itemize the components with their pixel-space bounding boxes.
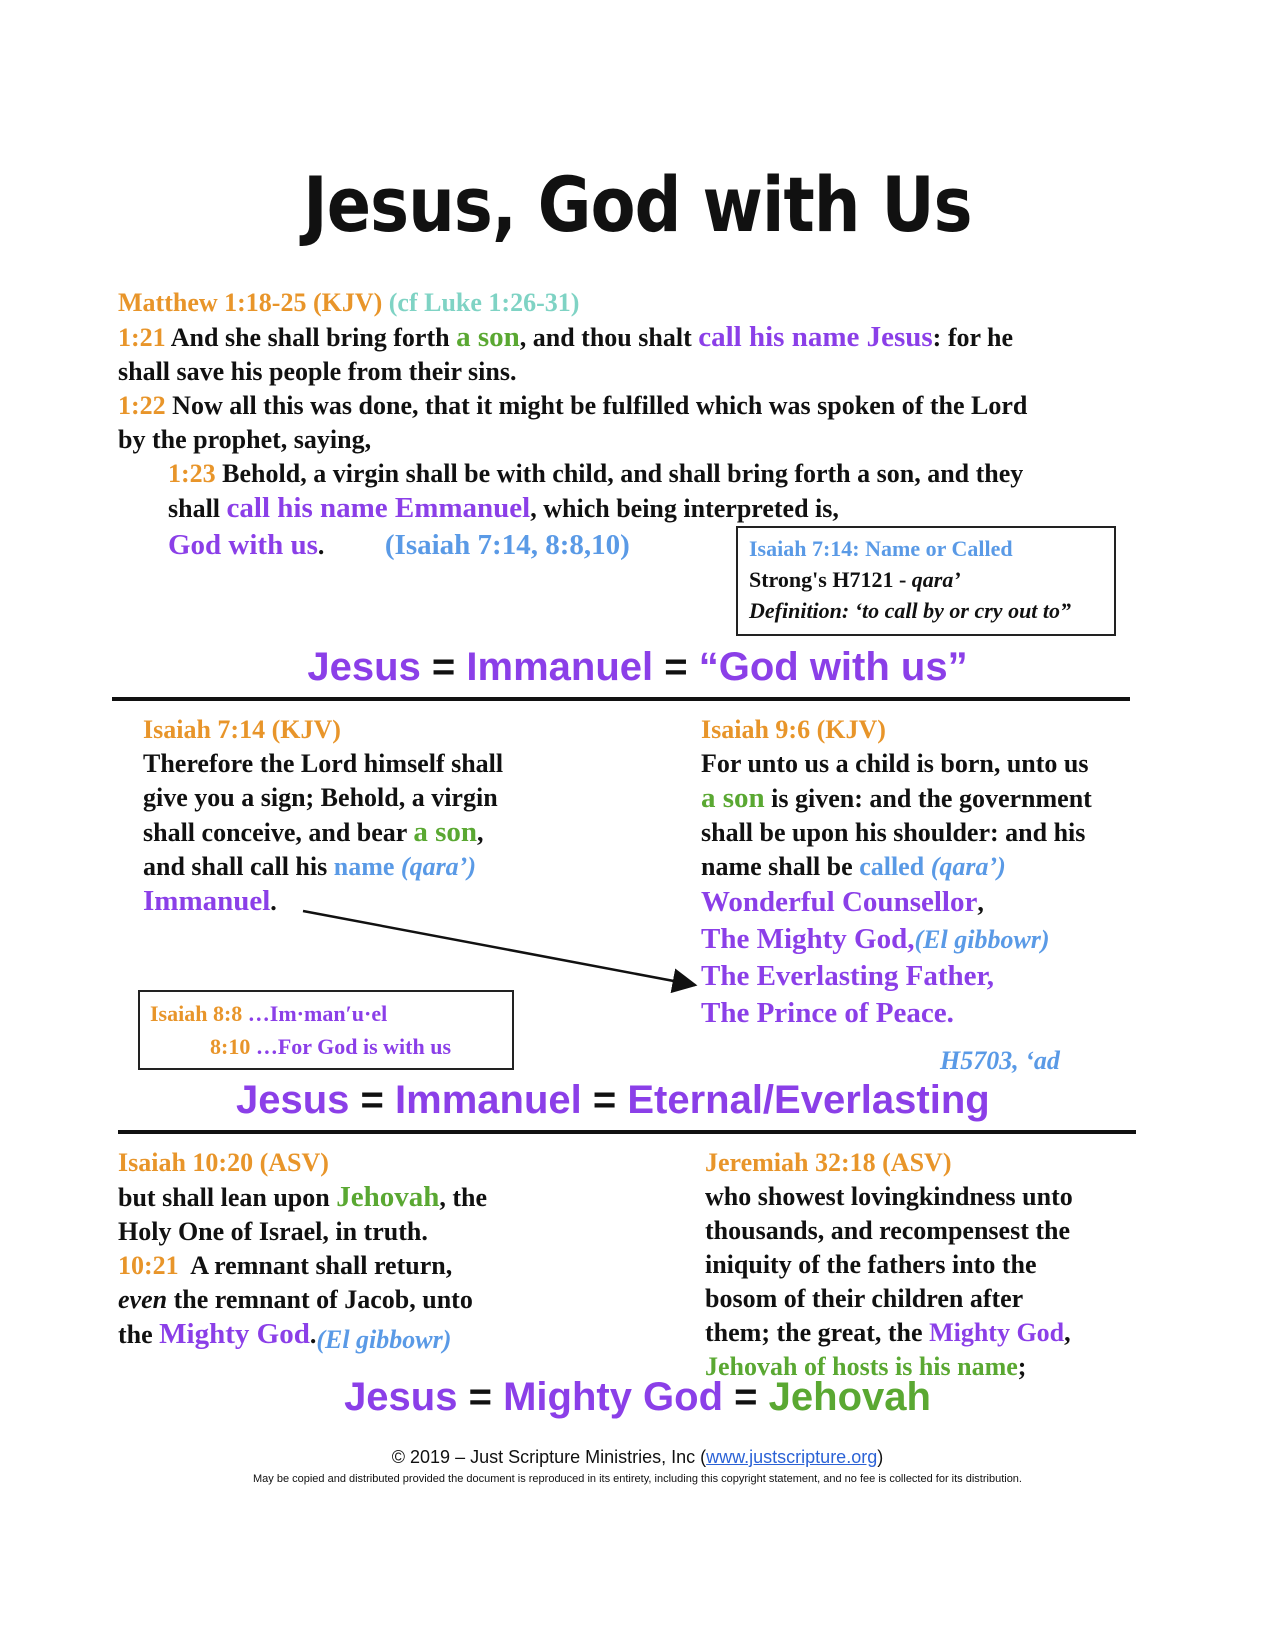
eq-sign: =: [349, 1078, 396, 1122]
verse-text: name shall be: [701, 852, 853, 881]
highlight-jehovah: Jehovah: [336, 1181, 440, 1213]
verse-text: thousands, and recompensest the: [705, 1216, 1071, 1245]
verse-text: but shall lean upon: [118, 1183, 330, 1212]
scripture-reference: Jeremiah 32:18 (ASV): [705, 1148, 952, 1177]
eq-sign: =: [420, 645, 467, 689]
name-mighty-god: The Mighty God: [701, 923, 908, 955]
eq-mighty-god: Mighty God: [503, 1375, 724, 1419]
verse-number: 10:21: [118, 1251, 179, 1280]
verse-text: shall: [168, 494, 221, 523]
period: .: [309, 1320, 317, 1349]
strongs-h5703-note: H5703, ‘ad: [940, 1046, 1060, 1075]
highlight-a-son: a son: [456, 321, 520, 353]
highlight-a-son: a son: [413, 816, 478, 848]
strongs-label: Strong's H7121 -: [749, 567, 912, 592]
comma: ,: [977, 888, 984, 917]
verse-text: And she shall bring forth: [170, 323, 450, 352]
verse-text: by the prophet, saying,: [118, 425, 372, 454]
verse-text: : for he: [932, 323, 1014, 352]
highlight-call-name-emmanuel: call his name Emmanuel: [226, 492, 531, 524]
verse-text: who showest lovingkindness unto: [705, 1182, 1073, 1211]
verse-text: shall save his people from their sins.: [118, 357, 517, 386]
qara-note: (qara’): [400, 852, 476, 881]
name-prince-of-peace: The Prince of Peace.: [701, 997, 954, 1029]
scripture-reference: Isaiah 9:6 (KJV): [701, 715, 886, 744]
highlight-mighty-god: Mighty God: [159, 1318, 310, 1350]
highlight-name: name: [333, 852, 395, 881]
highlight-a-son: a son: [701, 782, 765, 814]
eq-immanuel: Immanuel: [395, 1078, 582, 1122]
verse-number: 1:23: [168, 459, 216, 488]
box-heading: Isaiah 7:14: Name or Called: [749, 536, 1013, 561]
scripture-reference: Isaiah 7:14 (KJV): [143, 715, 341, 744]
scripture-reference: Isaiah 8:8: [150, 1001, 243, 1026]
immanuel-text: …Im·man′u·el: [247, 1001, 388, 1026]
eq-jesus: Jesus: [307, 645, 421, 689]
eq-immanuel: Immanuel: [466, 645, 654, 689]
luke-cross-reference: (cf Luke 1:26-31): [388, 288, 580, 317]
verse-text: the remnant of Jacob, unto: [173, 1285, 473, 1314]
period: .: [270, 887, 277, 916]
god-with-us: God with us: [168, 529, 318, 561]
verse-text: , the: [439, 1183, 488, 1212]
equation-mighty-god: [0, 1375, 1275, 1420]
verse-text: the: [118, 1320, 153, 1349]
jeremiah-32-18-section: [705, 1146, 1073, 1384]
definition-text: Definition: ‘to call by or cry out to”: [749, 598, 1072, 623]
isaiah-10-20-section: [118, 1146, 487, 1352]
name-wonderful-counsellor: Wonderful Counsellor: [701, 886, 978, 918]
verse-text: bosom of their children after: [705, 1284, 1024, 1313]
eq-sign: =: [457, 1375, 504, 1419]
verse-text: Therefore the Lord himself shall: [143, 749, 504, 778]
eq-jesus: Jesus: [344, 1375, 458, 1419]
eq-sign: =: [581, 1078, 628, 1122]
verse-text: , which being interpreted is,: [530, 494, 839, 523]
highlight-immanuel: Immanuel: [143, 885, 271, 917]
comma: ,: [1064, 1318, 1071, 1347]
copyright-text: © 2019 – Just Scripture Ministries, Inc (: [391, 1447, 707, 1467]
verse-text: ,: [477, 818, 484, 847]
verse-text: iniquity of the fathers into the: [705, 1250, 1037, 1279]
scripture-reference: Isaiah 10:20 (ASV): [118, 1148, 329, 1177]
verse-text: give you a sign; Behold, a virgin: [143, 783, 498, 812]
verse-number: 1:22: [118, 391, 166, 420]
eq-jesus: Jesus: [236, 1078, 350, 1122]
eq-sign: =: [723, 1375, 769, 1419]
website-link[interactable]: www.justscripture.org: [706, 1447, 878, 1467]
page-title: Jesus, God with Us: [303, 160, 972, 249]
el-gibbowr-note: (El gibbowr): [316, 1325, 452, 1354]
matthew-reference: Matthew 1:18-25 (KJV): [118, 288, 383, 317]
equation-eternal: [236, 1078, 990, 1123]
highlight-mighty-god: Mighty God: [929, 1318, 1065, 1347]
highlight-jehovah-of-hosts: Jehovah of hosts is his name: [705, 1352, 1018, 1381]
verse-text: For unto us a child is born, unto us: [701, 749, 1089, 778]
divider: [118, 1130, 1136, 1134]
verse-number: 1:21: [118, 323, 166, 352]
verse-text: , and thou shalt: [519, 323, 692, 352]
highlight-call-name-jesus: call his name Jesus: [698, 321, 933, 353]
eq-god-with-us: “God with us”: [698, 645, 968, 689]
isaiah-reference: (Isaiah 7:14, 8:8,10): [384, 529, 630, 561]
verse-text: shall conceive, and bear: [143, 818, 407, 847]
verse-text: them; the great, the: [705, 1318, 923, 1347]
qara-note: (qara’): [930, 852, 1006, 881]
strongs-word: qara’: [911, 567, 961, 592]
verse-text: shall be upon his shoulder: and his: [701, 818, 1086, 847]
isaiah-8-8-box: [138, 990, 514, 1070]
eq-sign: =: [653, 645, 699, 689]
verse-text: Behold, a virgin shall be with child, and shall bring forth a son, and they: [222, 459, 1024, 488]
god-with-us-text: …For God is with us: [255, 1034, 452, 1059]
copyright-close: ): [877, 1447, 884, 1467]
semicolon: ;: [1017, 1352, 1027, 1381]
eq-eternal-everlasting: Eternal/Everlasting: [627, 1078, 990, 1122]
copyright-line: [0, 1447, 1275, 1468]
verse-text: Now all this was done, that it might be fulfilled which was spoken of the Lord: [172, 391, 1028, 420]
name-everlasting-father: The Everlasting Father,: [701, 960, 994, 992]
comma: ,: [907, 923, 915, 955]
highlight-called: called: [859, 852, 925, 881]
eq-jehovah: Jehovah: [768, 1375, 931, 1419]
scripture-reference: 8:10: [210, 1034, 251, 1059]
italic-even: even: [118, 1285, 168, 1314]
verse-text: and shall call his: [143, 852, 328, 881]
period: .: [317, 531, 325, 560]
distribution-notice: May be copied and distributed provided the document is reproduced in its entirety, including this copyright statement, and no fee is collected for its distribution.: [252, 1473, 1022, 1485]
el-gibbowr-note: (El gibbowr): [914, 925, 1050, 954]
verse-text: Holy One of Israel, in truth.: [118, 1217, 428, 1246]
verse-text: is given: and the government: [771, 784, 1092, 813]
verse-text: A remnant shall return,: [190, 1251, 453, 1280]
